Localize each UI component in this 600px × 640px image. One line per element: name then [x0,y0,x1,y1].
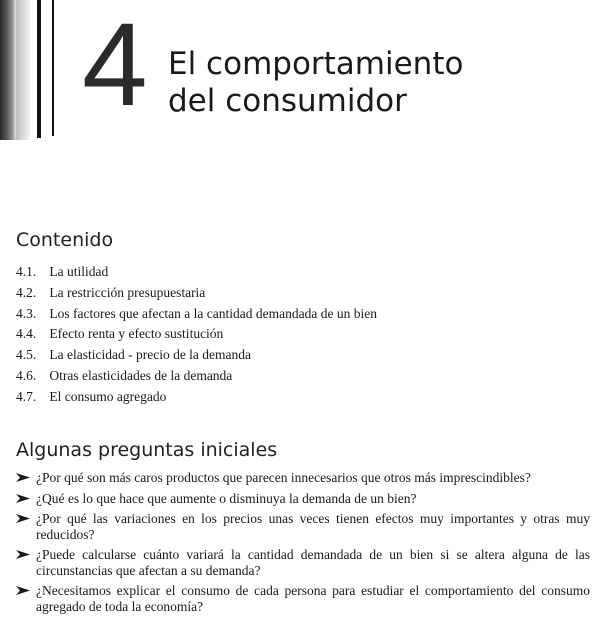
contents-item-number: 4.3. [16,305,37,321]
contents-item [16,366,586,387]
contents-item [16,283,586,304]
contents-item-text: La elasticidad - precio de la demanda [49,347,252,363]
contents-item-text: Efecto renta y efecto sustitución [49,326,224,342]
contents-item-number: 4.4. [16,326,37,342]
arrow-bullet-icon [16,514,30,523]
contents-item [16,304,586,325]
arrow-bullet-icon [16,550,30,559]
arrow-bullet-icon [16,586,30,595]
question-item [16,583,590,614]
contents-item-number: 4.7. [16,388,37,404]
contents-item-text: El consumo agregado [49,388,167,404]
page-edge-fade [16,0,30,140]
contents-item-text: Los factores que afectan a la cantidad demandada de un bien [49,305,377,321]
question-item [16,511,590,542]
arrow-bullet-icon [16,494,30,503]
contents-list [16,262,586,408]
chapter-title-line-2: del consumidor [168,83,407,119]
contents-item-number: 4.1. [16,264,37,279]
question-text: ¿Por qué son más caros productos que parecen innecesarios que otros más imprescindibles? [36,470,531,485]
page-edge-shadow [0,0,16,140]
contents-item-number: 4.5. [16,347,37,363]
contents-item-text: Otras elasticidades de la demanda [49,367,233,383]
question-item [16,491,590,507]
contents-item-text: La restricción presupuestaria [49,284,206,300]
contents-item-number: 4.6. [16,367,37,383]
contents-item [16,262,586,283]
question-text: ¿Necesitamos explicar el consumo de cada persona para estudiar el comportamiento del consumo agregado de toda la economía? [36,583,590,614]
chapter-rule-thin [52,0,54,136]
arrow-bullet-icon [16,473,30,482]
questions-list [16,470,590,619]
question-item [16,470,590,486]
contents-item-text: La utilidad [49,264,109,279]
question-text: ¿Qué es lo que hace que aumente o disminuya la demanda de un bien? [36,490,417,506]
contents-item [16,324,586,345]
question-text: ¿Por qué las variaciones en los precios unas veces tienen efectos muy importantes y otras muy reducidos? [36,511,590,542]
question-item [16,547,590,578]
questions-heading: Algunas preguntas iniciales [16,439,278,461]
chapter-rule-thick [37,0,41,138]
chapter-title [168,46,588,120]
contents-item [16,387,586,408]
contents-item [16,345,586,366]
chapter-title-line-1: El comportamiento [168,46,464,82]
chapter-number: 4 [82,0,146,131]
contents-heading: Contenido [16,229,114,251]
contents-item-number: 4.2. [16,284,37,300]
question-text: ¿Puede calcularse cuánto variará la cantidad demandada de un bien si se altera alguna de las circunstancias que afectan a su demanda? [36,547,590,578]
